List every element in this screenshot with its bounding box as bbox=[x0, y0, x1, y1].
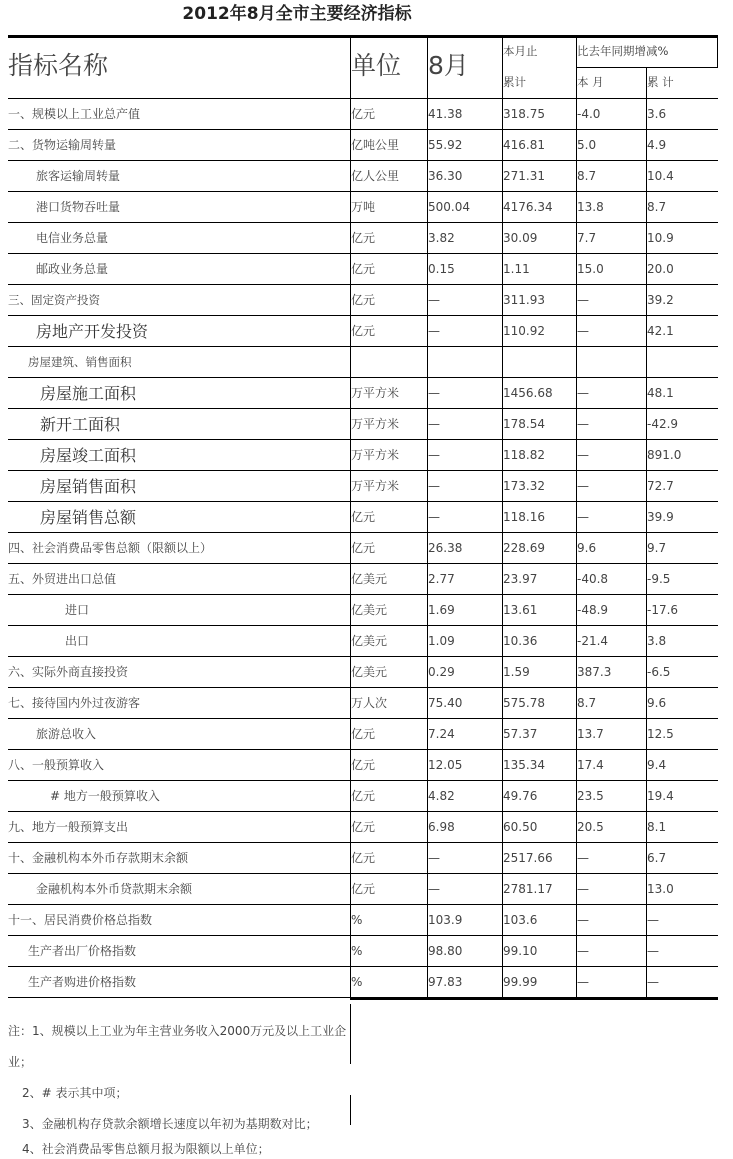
header-yoy-cumulative: 累 计 bbox=[647, 75, 674, 89]
cumulative-value-cell: 2781.17 bbox=[503, 882, 553, 896]
cumulative-value-cell: 318.75 bbox=[503, 107, 545, 121]
yoy-cumulative-cell: 8.1 bbox=[647, 820, 667, 834]
cumulative-value-cell: 49.76 bbox=[503, 789, 538, 803]
yoy-month-cell: 13.7 bbox=[577, 727, 604, 741]
month-value-cell: 97.83 bbox=[428, 975, 463, 989]
unit-cell: 万吨 bbox=[351, 200, 376, 214]
yoy-cumulative-cell: -42.9 bbox=[647, 417, 679, 431]
unit-cell: 万人次 bbox=[351, 696, 388, 710]
indicator-name: 生产者购进价格指数 bbox=[28, 975, 137, 989]
yoy-cumulative-cell: 4.9 bbox=[647, 138, 667, 152]
indicator-name: 一、规模以上工业总产值 bbox=[8, 107, 141, 121]
yoy-month-cell: 8.7 bbox=[577, 169, 597, 183]
yoy-month-cell: 15.0 bbox=[577, 262, 604, 276]
indicator-name: 出口 bbox=[65, 634, 90, 648]
cumulative-value-cell: 118.82 bbox=[503, 448, 545, 462]
cumulative-value-cell: 57.37 bbox=[503, 727, 538, 741]
yoy-cumulative-cell: 10.4 bbox=[647, 169, 674, 183]
note-1-line1: 注：1、规模以上工业为年主营业务收入2000万元及以上工业企 bbox=[8, 1024, 347, 1038]
indicator-name: 二、货物运输周转量 bbox=[8, 138, 117, 152]
indicator-name: 房屋销售面积 bbox=[40, 477, 137, 496]
month-value-cell: — bbox=[428, 293, 440, 307]
unit-cell: % bbox=[351, 913, 363, 927]
month-value-cell: — bbox=[428, 417, 440, 431]
indicator-name: 港口货物吞吐量 bbox=[36, 200, 121, 214]
indicator-name: 三、固定资产投资 bbox=[8, 293, 100, 307]
yoy-cumulative-cell: — bbox=[647, 975, 659, 989]
cumulative-value-cell: 416.81 bbox=[503, 138, 545, 152]
unit-cell: 亿元 bbox=[351, 851, 376, 865]
indicator-name: 九、地方一般预算支出 bbox=[8, 820, 129, 834]
header-cumulative-line2: 累计 bbox=[503, 75, 526, 89]
unit-cell: 亿美元 bbox=[351, 603, 388, 617]
yoy-month-cell: — bbox=[577, 448, 589, 462]
note-3: 3、金融机构存贷款余额增长速度以年初为基期数对比； bbox=[22, 1117, 318, 1131]
cumulative-value-cell: 30.09 bbox=[503, 231, 538, 245]
yoy-month-cell: 387.3 bbox=[577, 665, 612, 679]
unit-cell: 亿美元 bbox=[351, 665, 388, 679]
month-value-cell: 103.9 bbox=[428, 913, 463, 927]
yoy-cumulative-cell: 9.7 bbox=[647, 541, 667, 555]
unit-cell: 亿美元 bbox=[351, 572, 388, 586]
cumulative-value-cell: 23.97 bbox=[503, 572, 538, 586]
yoy-month-cell: — bbox=[577, 386, 589, 400]
yoy-cumulative-cell: 19.4 bbox=[647, 789, 674, 803]
indicator-name: # 地方一般预算收入 bbox=[50, 789, 160, 803]
header-yoy: 比去年同期增减% bbox=[577, 44, 669, 58]
column-divider bbox=[502, 36, 503, 997]
indicator-name: 房屋竣工面积 bbox=[40, 446, 137, 465]
unit-cell: 亿元 bbox=[351, 262, 376, 276]
indicator-name: 新开工面积 bbox=[40, 415, 121, 434]
month-value-cell: — bbox=[428, 448, 440, 462]
month-value-cell: 98.80 bbox=[428, 944, 463, 958]
month-value-cell: 4.82 bbox=[428, 789, 455, 803]
note-divider-1 bbox=[350, 1004, 351, 1064]
yoy-month-cell: 8.7 bbox=[577, 696, 597, 710]
yoy-month-cell: 7.7 bbox=[577, 231, 597, 245]
unit-cell: 亿美元 bbox=[351, 634, 388, 648]
cumulative-value-cell: 575.78 bbox=[503, 696, 545, 710]
header-month: 8月 bbox=[428, 51, 469, 80]
yoy-cumulative-cell: 39.9 bbox=[647, 510, 674, 524]
month-value-cell: 1.09 bbox=[428, 634, 455, 648]
yoy-cumulative-cell: 20.0 bbox=[647, 262, 674, 276]
month-value-cell: — bbox=[428, 882, 440, 896]
yoy-cumulative-cell: 48.1 bbox=[647, 386, 674, 400]
month-value-cell: — bbox=[428, 386, 440, 400]
yoy-month-cell: — bbox=[577, 324, 589, 338]
cumulative-value-cell: 311.93 bbox=[503, 293, 545, 307]
yoy-cumulative-cell: 39.2 bbox=[647, 293, 674, 307]
yoy-month-cell: 5.0 bbox=[577, 138, 597, 152]
yoy-header-right-border bbox=[717, 36, 718, 67]
note-divider-2 bbox=[350, 1095, 351, 1125]
cumulative-value-cell: 60.50 bbox=[503, 820, 538, 834]
unit-cell: 亿元 bbox=[351, 107, 376, 121]
yoy-cumulative-cell: — bbox=[647, 913, 659, 927]
cumulative-value-cell: 110.92 bbox=[503, 324, 545, 338]
yoy-month-cell: — bbox=[577, 975, 589, 989]
unit-cell: 万平方米 bbox=[351, 479, 400, 493]
indicator-name: 电信业务总量 bbox=[36, 231, 109, 245]
column-divider bbox=[350, 36, 351, 997]
cumulative-value-cell: 1.59 bbox=[503, 665, 530, 679]
yoy-month-cell: — bbox=[577, 417, 589, 431]
unit-cell: 亿元 bbox=[351, 882, 376, 896]
cumulative-value-cell: 271.31 bbox=[503, 169, 545, 183]
yoy-cumulative-cell: 891.0 bbox=[647, 448, 682, 462]
indicator-name: 八、一般预算收入 bbox=[8, 758, 105, 772]
month-value-cell: 55.92 bbox=[428, 138, 463, 152]
month-value-cell: 0.29 bbox=[428, 665, 455, 679]
month-value-cell: 12.05 bbox=[428, 758, 463, 772]
indicator-name: 生产者出厂价格指数 bbox=[28, 944, 137, 958]
indicator-name: 旅客运输周转量 bbox=[36, 169, 121, 183]
yoy-month-cell: -4.0 bbox=[577, 107, 601, 121]
yoy-month-cell: 13.8 bbox=[577, 200, 604, 214]
indicator-name: 房屋建筑、销售面积 bbox=[28, 355, 132, 369]
indicator-name: 邮政业务总量 bbox=[36, 262, 109, 276]
unit-cell: % bbox=[351, 975, 363, 989]
yoy-cumulative-cell: 3.6 bbox=[647, 107, 667, 121]
unit-cell: 万平方米 bbox=[351, 448, 400, 462]
cumulative-value-cell: 135.34 bbox=[503, 758, 545, 772]
cumulative-value-cell: 103.6 bbox=[503, 913, 538, 927]
yoy-cumulative-cell: -9.5 bbox=[647, 572, 671, 586]
unit-cell: 亿元 bbox=[351, 820, 376, 834]
indicator-name: 十、金融机构本外币存款期末余额 bbox=[8, 851, 189, 865]
yoy-cumulative-cell: 72.7 bbox=[647, 479, 674, 493]
yoy-month-cell: — bbox=[577, 479, 589, 493]
yoy-month-cell: -40.8 bbox=[577, 572, 609, 586]
unit-cell: 亿人公里 bbox=[351, 169, 400, 183]
unit-cell: 万平方米 bbox=[351, 417, 400, 431]
yoy-month-cell: — bbox=[577, 851, 589, 865]
indicator-name: 旅游总收入 bbox=[36, 727, 97, 741]
cumulative-value-cell: 4176.34 bbox=[503, 200, 553, 214]
yoy-month-cell: — bbox=[577, 913, 589, 927]
yoy-month-cell: 17.4 bbox=[577, 758, 604, 772]
unit-cell: 亿元 bbox=[351, 510, 376, 524]
header-unit: 单位 bbox=[351, 51, 402, 80]
unit-cell: % bbox=[351, 944, 363, 958]
yoy-month-cell: -21.4 bbox=[577, 634, 609, 648]
unit-cell: 万平方米 bbox=[351, 386, 400, 400]
indicator-name: 五、外贸进出口总值 bbox=[8, 572, 117, 586]
note-4: 4、社会消费品零售总额月报为限额以上单位； bbox=[22, 1142, 270, 1156]
cumulative-value-cell: 173.32 bbox=[503, 479, 545, 493]
month-value-cell: 41.38 bbox=[428, 107, 463, 121]
note-2: 2、# 表示其中项； bbox=[22, 1086, 128, 1100]
page-title: 2012年8月全市主要经济指标 bbox=[182, 4, 412, 24]
cumulative-value-cell: 118.16 bbox=[503, 510, 545, 524]
cumulative-value-cell: 2517.66 bbox=[503, 851, 553, 865]
yoy-month-cell: — bbox=[577, 510, 589, 524]
header-name: 指标名称 bbox=[8, 51, 109, 80]
unit-cell: 亿元 bbox=[351, 231, 376, 245]
month-value-cell: 1.69 bbox=[428, 603, 455, 617]
indicator-name: 四、社会消费品零售总额（限额以上） bbox=[8, 541, 213, 555]
unit-cell: 亿元 bbox=[351, 758, 376, 772]
unit-cell: 亿元 bbox=[351, 324, 376, 338]
yoy-cumulative-cell: -6.5 bbox=[647, 665, 671, 679]
cumulative-value-cell: 1456.68 bbox=[503, 386, 553, 400]
yoy-cumulative-cell: 9.4 bbox=[647, 758, 667, 772]
indicator-name: 房屋销售总额 bbox=[40, 508, 137, 527]
yoy-month-cell: — bbox=[577, 293, 589, 307]
header-yoy-month: 本 月 bbox=[577, 75, 604, 89]
yoy-month-cell: — bbox=[577, 944, 589, 958]
yoy-cumulative-cell: 8.7 bbox=[647, 200, 667, 214]
month-value-cell: 7.24 bbox=[428, 727, 455, 741]
month-value-cell: 500.04 bbox=[428, 200, 470, 214]
yoy-cumulative-cell: 9.6 bbox=[647, 696, 667, 710]
unit-cell: 亿元 bbox=[351, 789, 376, 803]
note-1-line2: 业； bbox=[8, 1055, 33, 1069]
yoy-cumulative-cell: — bbox=[647, 944, 659, 958]
cumulative-value-cell: 228.69 bbox=[503, 541, 545, 555]
yoy-cumulative-cell: 13.0 bbox=[647, 882, 674, 896]
yoy-cumulative-cell: 42.1 bbox=[647, 324, 674, 338]
cumulative-value-cell: 13.61 bbox=[503, 603, 538, 617]
header-cumulative-line1: 本月止 bbox=[503, 44, 538, 58]
unit-cell: 亿元 bbox=[351, 293, 376, 307]
yoy-month-cell: 23.5 bbox=[577, 789, 604, 803]
month-value-cell: 75.40 bbox=[428, 696, 463, 710]
cumulative-value-cell: 99.99 bbox=[503, 975, 538, 989]
cumulative-value-cell: 178.54 bbox=[503, 417, 545, 431]
indicator-name: 进口 bbox=[65, 603, 90, 617]
yoy-cumulative-cell: 12.5 bbox=[647, 727, 674, 741]
yoy-month-cell: 9.6 bbox=[577, 541, 597, 555]
yoy-cumulative-cell: 6.7 bbox=[647, 851, 667, 865]
yoy-cumulative-cell: -17.6 bbox=[647, 603, 679, 617]
month-value-cell: 6.98 bbox=[428, 820, 455, 834]
yoy-cumulative-cell: 10.9 bbox=[647, 231, 674, 245]
indicator-name: 房屋施工面积 bbox=[40, 384, 137, 403]
month-value-cell: — bbox=[428, 510, 440, 524]
yoy-month-cell: 20.5 bbox=[577, 820, 604, 834]
cumulative-value-cell: 10.36 bbox=[503, 634, 538, 648]
cumulative-value-cell: 99.10 bbox=[503, 944, 538, 958]
month-value-cell: 0.15 bbox=[428, 262, 455, 276]
indicator-name: 七、接待国内外过夜游客 bbox=[8, 696, 141, 710]
indicator-name: 六、实际外商直接投资 bbox=[8, 665, 129, 679]
table-bottom-border bbox=[350, 997, 718, 1000]
cumulative-value-cell: 1.11 bbox=[503, 262, 530, 276]
column-divider bbox=[576, 36, 577, 997]
month-value-cell: 26.38 bbox=[428, 541, 463, 555]
unit-cell: 亿元 bbox=[351, 541, 376, 555]
indicator-name: 十一、居民消费价格总指数 bbox=[8, 913, 153, 927]
unit-cell: 亿元 bbox=[351, 727, 376, 741]
column-divider bbox=[646, 67, 647, 997]
yoy-cumulative-cell: 3.8 bbox=[647, 634, 667, 648]
month-value-cell: 3.82 bbox=[428, 231, 455, 245]
month-value-cell: — bbox=[428, 851, 440, 865]
yoy-month-cell: -48.9 bbox=[577, 603, 609, 617]
unit-cell: 亿吨公里 bbox=[351, 138, 400, 152]
month-value-cell: — bbox=[428, 324, 440, 338]
column-divider bbox=[427, 36, 428, 997]
month-value-cell: — bbox=[428, 479, 440, 493]
yoy-month-cell: — bbox=[577, 882, 589, 896]
month-value-cell: 2.77 bbox=[428, 572, 455, 586]
indicator-name: 房地产开发投资 bbox=[36, 322, 149, 341]
month-value-cell: 36.30 bbox=[428, 169, 463, 183]
indicator-name: 金融机构本外币贷款期末余额 bbox=[36, 882, 193, 896]
